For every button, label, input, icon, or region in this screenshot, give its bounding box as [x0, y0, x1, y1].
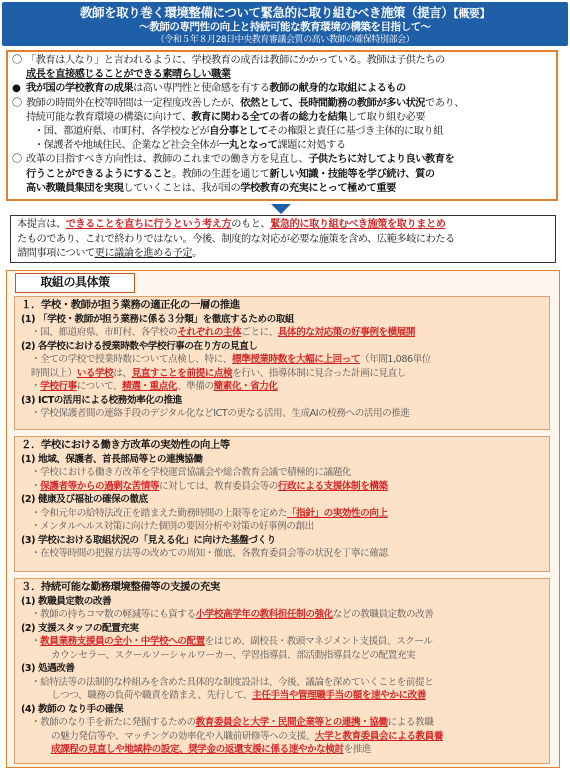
section-3-item-4: (4) 教師の なり手の確保	[21, 703, 124, 715]
proposal-line-2: たものであり、これで終わりではない。今後、制度的な対応が必要な施策を含め、広範多岐にわたる	[17, 233, 455, 245]
measures-panel	[6, 270, 560, 768]
section-2-item-2-detail-1: ・令和元年の給特法改正を踏まえた勤務時間の上限等を定めた「指針」の実効性の向上	[31, 507, 388, 519]
section-3-item-1: (1) 教職員定数の改善	[21, 595, 112, 607]
proposal-line-3: 諮問事項について更に議論を進める予定。	[17, 248, 202, 259]
summary-point-4: 〇 改革の目指すべき方向性は、教師のこれまでの働き方を見直し、子供たちに対してより良い教育を	[12, 153, 552, 167]
section-3-item-4-detail-2: の魅力発信等や、マッチングの効率化や入職前研修等への支援、大学と教育委員会による教員養	[51, 730, 443, 742]
section-3-item-3-detail-2: しつつ、職務の負荷や職責を踏まえ、先行して、主任手当や管理職手当の額を速やかに改善	[51, 690, 426, 701]
section-1-heading: １．学校・教師が担う業務の適正化の一層の推進	[21, 299, 240, 311]
section-3-item-3: (3) 処遇改善	[21, 663, 75, 674]
summary-box	[6, 50, 558, 201]
section-2	[14, 436, 550, 572]
summary-sub-1: ・国、都道府県、市町村、各学校などが自分事としてその権限と責任に基づき主体的に取り組	[34, 126, 443, 138]
section-3-item-4-detail-3: 成課程の見直しや地域枠の設定、奨学金の返還支援に係る速やかな検討を推進	[51, 744, 372, 755]
section-2-item-1: (1) 地域、保護者、首長部局等との連携協働	[21, 453, 203, 465]
open-circle-icon: 〇	[12, 97, 22, 109]
section-1-item-2-detail-2: 時間以上）いる学校は、見直すことを前提に点検を行い、指導体制に見合った計画に見直し	[31, 367, 406, 379]
page-title: 教師を取り巻く環境整備について緊急的に取り組むべき施策（提言）【概要】	[79, 5, 490, 20]
section-2-item-1-detail-1: ・学校における働き方改革を学校運営協議会や総合教育会議で積極的に議題化	[31, 467, 352, 478]
summary-point-3: 〇 教師の時間外在校等時間は一定程度改善したが、依然として、長時間勤務の教師が多い状況であり、	[12, 97, 552, 111]
section-3	[14, 578, 550, 764]
summary-point-3-cont: 持続可能な教育環境の構築に向けて、教育に関わる全ての者の総力を結集して取り組む必要	[26, 111, 426, 123]
section-3-item-2-detail-1: ・教員業務支援員の全小・中学校への配置をはじめ、副校長・教頭マネジメント支援員、スクール	[31, 636, 433, 647]
section-2-item-2-detail-2: ・メンタルヘルス対策に向けた個別の要因分析や対策の好事例の創出	[31, 521, 314, 532]
filled-circle-icon: ●	[12, 83, 21, 95]
title-tag: 【概要】	[453, 7, 490, 20]
section-1-item-2-detail-3: ・学校行事について、精選・重点化、準備の簡素化・省力化	[31, 381, 278, 392]
section-2-item-1-detail-2: ・保護者等からの過剰な苦情等に対しては、教育委員会等の行政による支援体制を構築	[31, 480, 388, 492]
summary-point-1: 〇 「教育は人なり」と言われるように、学校教育の成否は教師にかかっている。教師は子供たちの	[12, 54, 552, 68]
section-2-heading: ２．学校における働き方改革の実効性の向上等	[21, 439, 230, 451]
section-3-item-1-detail: ・教師の持ちコマ数の軽減等にも資する小学校高学年の教科担任制の強化などの教職員定数の改善	[31, 609, 434, 620]
section-1-item-2-detail-1: ・全ての学校で授業時数について点検し、特に、標準授業時数を大幅に上回って（年間1,086単位	[31, 354, 431, 365]
section-3-heading: ３．持続可能な勤務環境整備等の支援の充実	[21, 581, 220, 593]
section-3-item-4-detail-1: ・教師のなり手を新たに発掘するための教育委員会と大学・民間企業等との連携・協働による教職	[31, 717, 434, 728]
section-1-item-3: (3) ICTの活用による校務効率化の推進	[21, 394, 182, 406]
section-2-item-2: (2) 健康及び福祉の確保の徹底	[21, 494, 148, 505]
summary-point-2: ● 我が国の学校教育の成果は高い専門性と使命感を有する教師の献身的な取組によるもの	[12, 82, 552, 96]
page-note: （令和５年８月28日中央教育審議会質の高い教師の確保特別部会）	[155, 35, 415, 45]
summary-point-1-cont: 成長を直接感じることができる素晴らしい職業	[26, 69, 231, 81]
section-1-item-2: (2) 各学校における授業時数や学校行事の在り方の見直し	[21, 340, 258, 352]
section-1-item-1: (1) 「学校・教師が担う業務に係る３分類」を徹底するための取組	[21, 313, 295, 325]
section-1-item-1-detail: ・国、都道府県、市町村、各学校のそれぞれの主体ごとに、具体的な対応策の好事例を横展開	[31, 327, 416, 338]
summary-sub-2: ・保護者や地域住民、企業など社会全体が一丸となって課題に対処する	[34, 140, 346, 152]
open-circle-icon: 〇	[12, 55, 22, 66]
section-2-item-3-detail: ・在校等時間の把握方法等の改めての周知・徹底、各教育委員会等の状況を丁寧に確認	[31, 548, 388, 559]
proposal-box	[10, 215, 556, 263]
section-1	[14, 296, 550, 430]
page-subtitle: ～教師の専門性の向上と持続可能な教育環境の構築を目指して～	[139, 21, 431, 33]
measures-title: 取組の具体策	[15, 273, 135, 293]
down-arrow-icon	[271, 204, 291, 214]
summary-point-4-cont2: 高い教職員集団を実現していくことは、我が国の学校教育の充実にとって極めて重要	[26, 182, 396, 194]
summary-point-4-cont: 行うことができるようにすること。教師の生涯を通じて新しい知識・技能等を学び続け、質の	[26, 168, 435, 180]
open-circle-icon: 〇	[12, 154, 22, 166]
header-banner	[2, 2, 568, 46]
section-2-item-3: (3) 学校における取組状況の「見える化」に向けた基盤づくり	[21, 534, 276, 546]
section-3-item-2-detail-2: カウンセラー、スクールソーシャルワーカー、学習指導員、部活動指導員などの配置充実	[51, 649, 416, 661]
section-3-item-2: (2) 支援スタッフの配置充実	[21, 622, 139, 634]
section-1-item-3-detail: ・学校保護者間の連絡手段のデジタル化などICTの更なる活用、生成AIの校務への活用の推進	[31, 408, 410, 419]
section-3-item-3-detail-1: ・給特法等の法制的な枠組みを含めた具体的な制度設計は、今後、議論を深めていくことを前提と	[31, 676, 434, 688]
proposal-line-1: 本提言は、できることを直ちに行うという考え方のもと、緊急的に取り組むべき施策を取りまとめ	[17, 219, 446, 230]
